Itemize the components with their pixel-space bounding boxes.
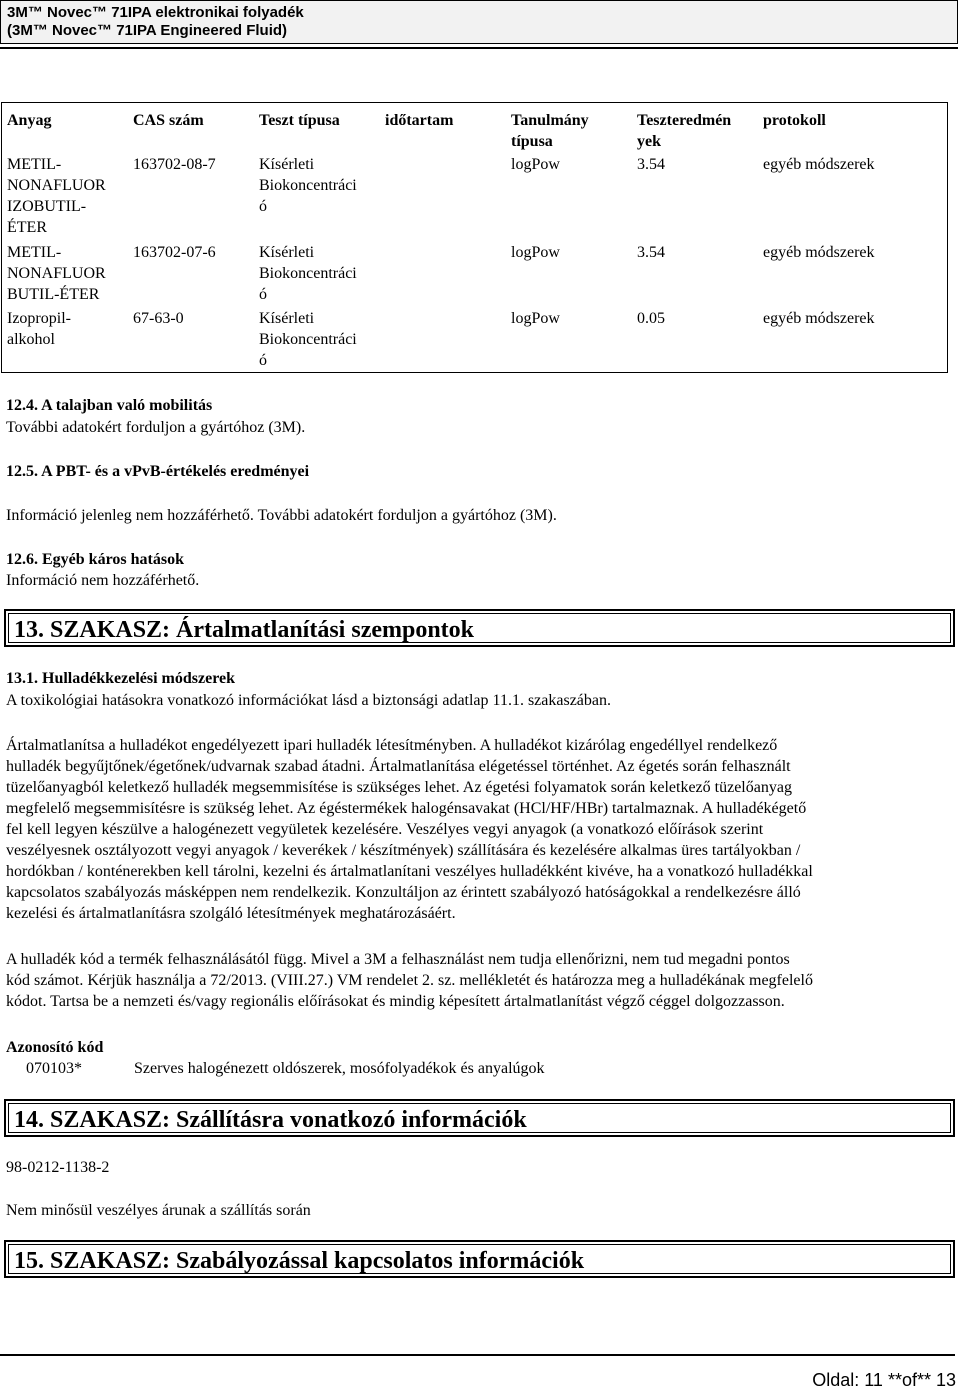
- paragraph-line: veszélyesnek osztályozott vegyi anyagok / keverékek / készítmények) szállítására és kezelésére alkalmas üres tartályokban /: [6, 842, 801, 859]
- cell-text: ó: [259, 286, 267, 303]
- col-header-protokoll: protokoll: [763, 112, 826, 129]
- section-12-6-title: 12.6. Egyéb káros hatások: [6, 551, 184, 568]
- table-row-3-eredmeny: 0.05: [637, 310, 665, 327]
- paragraph-line: tüzelőanyagból keletkező hulladék megsemmisítése is szükséges lehet. Az égetési folyamatok során keletkező tüzelőanyag: [6, 779, 792, 796]
- table-row-2-protokoll: egyéb módszerek: [763, 244, 875, 261]
- col-header-tanulmany-line2: típusa: [511, 133, 553, 150]
- header-product-name-en: (3M™ Novec™ 71IPA Engineered Fluid): [7, 22, 288, 39]
- col-header-anyag: Anyag: [7, 112, 52, 129]
- transport-text: Nem minősül veszélyes árunak a szállítás során: [6, 1202, 311, 1219]
- table-row-1-protokoll: egyéb módszerek: [763, 156, 875, 173]
- transport-id: 98-0212-1138-2: [6, 1159, 110, 1176]
- paragraph-line: kód számot. Kérjük használja a 72/2013. (VIII.27.) VM rendelet 2. sz. mellékletét és határozza meg a hulladékának megfelelő: [6, 972, 813, 989]
- cell-text: NONAFLUOR: [7, 265, 106, 282]
- waste-code-paragraph: [6, 949, 956, 1012]
- table-row-3-cas: 67-63-0: [133, 310, 184, 327]
- col-header-idotartam: időtartam: [385, 112, 454, 129]
- paragraph-line: A hulladék kód a termék felhasználásától függ. Mivel a 3M a felhasználást nem tudja ellenőrizni, nem tud megadni pontos: [6, 951, 790, 968]
- section-13-heading: 13. SZAKASZ: Ártalmatlanítási szempontok: [14, 617, 475, 643]
- waste-code: 070103*: [26, 1060, 82, 1077]
- cell-text: Izopropil-: [7, 310, 71, 327]
- paragraph-line: Ártalmatlanítsa a hulladékot engedélyezett ipari hulladék létesítményben. A hulladékot kizárólag engedéllyel rendelkező: [6, 737, 778, 754]
- header-divider: [0, 47, 958, 49]
- disposal-paragraph: [6, 735, 956, 924]
- table-row-3-protokoll: egyéb módszerek: [763, 310, 875, 327]
- table-row-3-teszt: [259, 308, 357, 371]
- paragraph-line: megfelelő megsemmisítésre is szükség lehet. Az égéstermékek halogénsavakat (HCl/HF/HBr) tartalmaznak. A hulladékégető: [6, 800, 807, 817]
- waste-code-description: Szerves halogénezett oldószerek, mosófolyadékok és anyalúgok: [134, 1060, 545, 1077]
- col-header-tanulmany: [511, 110, 589, 152]
- page-number: Oldal: 11 **of** 13: [812, 1370, 956, 1390]
- section-12-4-title: 12.4. A talajban való mobilitás: [6, 397, 213, 414]
- cell-text: BUTIL-ÉTER: [7, 286, 100, 303]
- cell-text: METIL-: [7, 244, 62, 261]
- table-row-1-anyag: [7, 154, 106, 238]
- table-row-2-eredmeny: 3.54: [637, 244, 665, 261]
- section-13-1-title: 13.1. Hulladékkezelési módszerek: [6, 670, 236, 687]
- bioaccumulation-table: [1, 102, 948, 373]
- table-row-1-teszt: [259, 154, 357, 217]
- cell-text: Biokoncentráci: [259, 331, 357, 348]
- cell-text: Kísérleti: [259, 244, 315, 261]
- col-header-tanulmany-line1: Tanulmány: [511, 112, 589, 129]
- cell-text: alkohol: [7, 331, 55, 348]
- cell-text: Biokoncentráci: [259, 177, 357, 194]
- section-15-heading-box: [4, 1240, 955, 1278]
- table-row-1-cas: 163702-08-7: [133, 156, 216, 173]
- paragraph-line: kapcsolatos szabályozás másképpen nem rendelkezik. Konzultáljon az érintett szabályozó hatóságokkal a rendelkezésre álló: [6, 884, 801, 901]
- table-row-2-cas: 163702-07-6: [133, 244, 216, 261]
- col-header-eredmeny-line1: Teszteredmén: [637, 112, 732, 129]
- section-14-heading-box: [4, 1099, 955, 1137]
- cell-text: IZOBUTIL-: [7, 198, 87, 215]
- table-row-1-eredmeny: 3.54: [637, 156, 665, 173]
- table-row-3-tanulmany: logPow: [511, 310, 560, 327]
- paragraph-line: fel kell legyen készülve a halogénezett vegyületek kezelésére. Veszélyes vegyi anyagok (a vonatkozó előírások szerint: [6, 821, 764, 838]
- table-row-1-tanulmany: logPow: [511, 156, 560, 173]
- document-header: [0, 0, 958, 44]
- col-header-eredmeny: [637, 110, 731, 152]
- section-15-heading: 15. SZAKASZ: Szabályozással kapcsolatos információk: [14, 1248, 585, 1274]
- section-14-heading: 14. SZAKASZ: Szállításra vonatkozó információk: [14, 1107, 527, 1133]
- section-12-5-title: 12.5. A PBT- és a vPvB-értékelés eredményei: [6, 463, 310, 480]
- table-row-3-anyag: [7, 308, 71, 350]
- section-12-5-text: Információ jelenleg nem hozzáférhető. További adatokért forduljon a gyártóhoz (3M).: [6, 507, 557, 524]
- col-header-cas: CAS szám: [133, 112, 204, 129]
- cell-text: ó: [259, 352, 267, 369]
- cell-text: Kísérleti: [259, 156, 315, 173]
- header-product-name: 3M™ Novec™ 71IPA elektronikai folyadék: [7, 4, 304, 21]
- cell-text: ó: [259, 198, 267, 215]
- section-13-1-text: A toxikológiai hatásokra vonatkozó információkat lásd a biztonsági adatlap 11.1. szakaszában.: [6, 692, 611, 709]
- cell-text: NONAFLUOR: [7, 177, 106, 194]
- table-row-2-teszt: [259, 242, 357, 305]
- cell-text: METIL-: [7, 156, 62, 173]
- section-12-6-text: Információ nem hozzáférhető.: [6, 572, 200, 589]
- footer-divider: [0, 1354, 955, 1356]
- table-row-2-anyag: [7, 242, 106, 305]
- paragraph-line: kezelési és ártalmatlanításra szolgáló létesítmények meghatározásáért.: [6, 905, 456, 922]
- col-header-teszt: Teszt típusa: [259, 112, 340, 129]
- waste-code-label: Azonosító kód: [6, 1039, 104, 1056]
- cell-text: Kísérleti: [259, 310, 315, 327]
- section-13-heading-box: [4, 609, 955, 647]
- section-12-4-text: További adatokért forduljon a gyártóhoz (3M).: [6, 419, 306, 436]
- cell-text: ÉTER: [7, 219, 47, 236]
- paragraph-line: hulladék begyűjtőnek/égetőnek/udvarnak szabad átadni. Ártalmatlanítása elégetéssel történhet. Az égetés során felhasznált: [6, 758, 791, 775]
- paragraph-line: hordókban / konténerekben kell tárolni, kezelni és ártalmatlanítani veszélyes hulladékként kivéve, ha a vonatkozó hulladékkal: [6, 863, 813, 880]
- paragraph-line: kódot. Tartsa be a nemzeti és/vagy regionális előírásokat és mindig képesített ártalmatlanítást végző céggel dolgozzasson.: [6, 993, 785, 1010]
- table-row-2-tanulmany: logPow: [511, 244, 560, 261]
- cell-text: Biokoncentráci: [259, 265, 357, 282]
- col-header-eredmeny-line2: yek: [637, 133, 661, 150]
